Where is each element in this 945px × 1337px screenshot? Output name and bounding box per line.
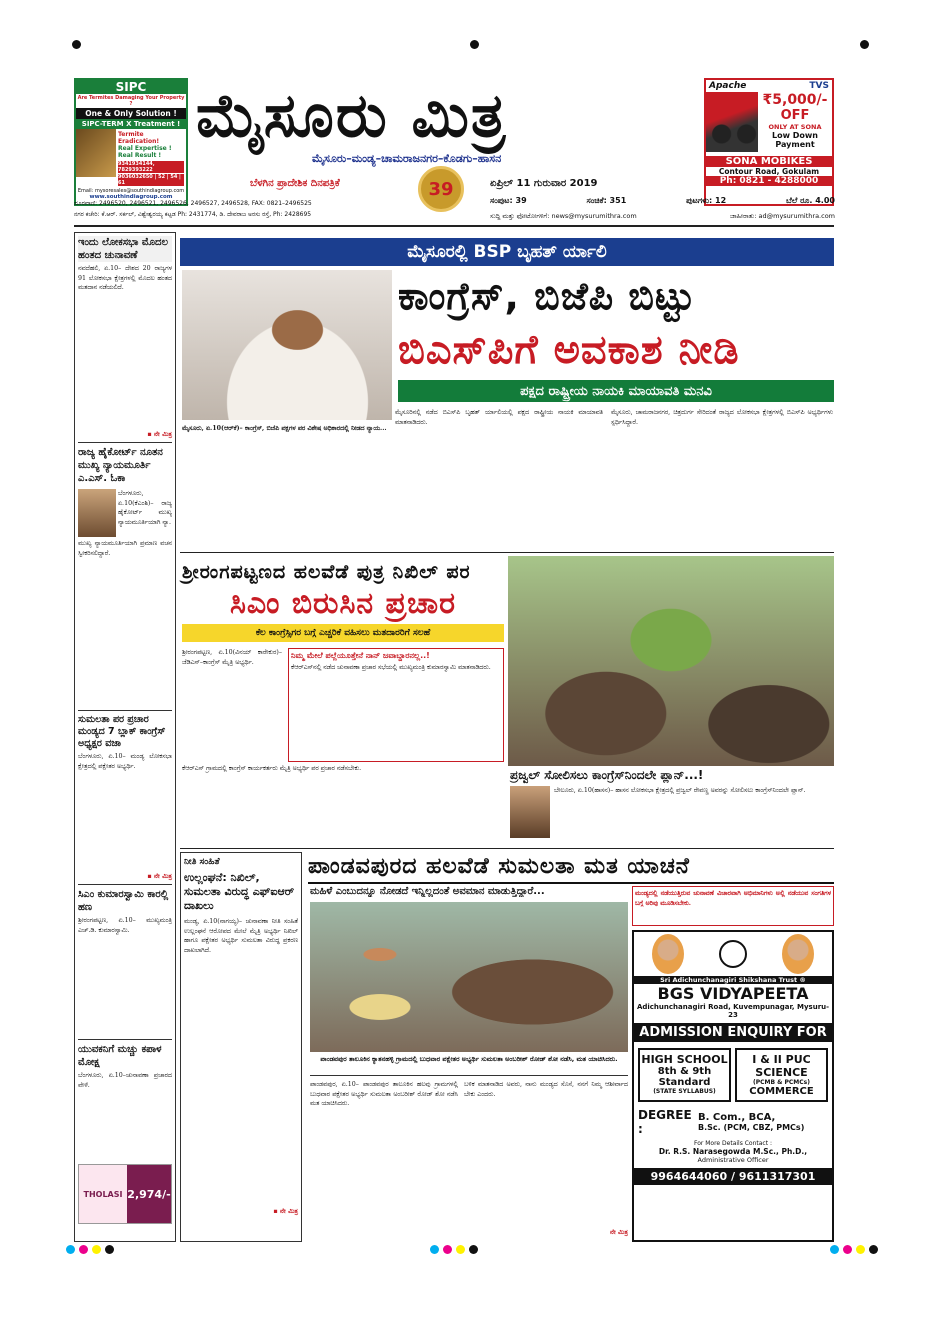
dealer-name: SONA MOBIKES xyxy=(706,156,832,167)
cm-rally-photo xyxy=(508,556,834,766)
mid-bottom-rule xyxy=(180,848,834,849)
contact-row xyxy=(74,200,479,219)
fir-headline[interactable]: ಉಲ್ಲಂಘನೆ: ನಿಖಿಲ್, ಸುಮಲತಾ ವಿರುದ್ಧ ಎಫ್‌ಐಆರ್ ದಾಖಲು xyxy=(184,871,295,912)
email-row xyxy=(490,212,835,221)
left-story3-body: ಬೆಂಗಳೂರು, ಏ.10– ಮಂಡ್ಯ ಲೋಕಸಭಾ ಕ್ಷೇತ್ರದಲ್ಲಿ ಪಕ್ಷೇತರ ಅಭ್ಯರ್ಥಿ. xyxy=(78,753,172,770)
sipc-line4: Real Expertise ! xyxy=(118,145,172,152)
mid-headline-2[interactable]: ಸಿಎಂ ಬಿರುಸಿನ ಪ್ರಚಾರ xyxy=(229,586,457,621)
fir-body: ಮಂಡ್ಯ, ಏ.10(ನಾಗಯ್ಯ)– ಚುನಾವಣಾ ನೀತಿ ಸಂಹಿತೆ ಉಲ್ಲಂಘನೆ ಆರೋಪದ ಮೇಲೆ ಮೈತ್ರಿ ಅಭ್ಯರ್ಥಿ ನಿಖಿಲ್ ಹಾಗೂ ಪಕ್ಷೇತರ ಅಭ್ಯರ್ಥಿ ಸುಮಲತಾ ವಿರುದ್ಧ ಪ್ರಕರಣ ದಾಖಲಾಗಿದೆ. xyxy=(184,918,298,954)
volume: ಸಂಪುಟ: 39 xyxy=(490,196,527,205)
bgs-name: BGS VIDYAPEETA xyxy=(657,984,809,1003)
sumalatha-pull-quote: ಮಂಡ್ಯದಲ್ಲಿ ನಡೆಯುತ್ತಿರುವ ಚುನಾವಣೆ ವಿಚಾರವಾಗಿ ಅಭಿಮಾನಿಗಳು ಅಲ್ಲಿ ನಡೆಯುವ ಸಂಗತಿಗಳ ಬಗ್ಗೆ ಅರಿವು ಮೂಡಿಸಬೇಕು. xyxy=(632,886,834,926)
masthead-title: ಮೈಸೂರು ಮಿತ್ರ xyxy=(196,81,508,151)
sipc-brand: SIPC xyxy=(76,80,186,94)
bgs-enquiry: ADMISSION ENQUIRY FOR xyxy=(634,1023,832,1042)
lead-subhead-band xyxy=(398,380,834,402)
fir-byline: ▪ ನೇ ಮಿತ್ರ xyxy=(273,1207,298,1215)
registration-mark xyxy=(72,40,81,49)
left-story2-more: ಮುಖ್ಯ ನ್ಯಾಯಮೂರ್ತಿಯಾಗಿ ಪ್ರಮಾಣ ವಚನ ಸ್ವೀಕರಿಸಲಿದ್ದಾರೆ. xyxy=(78,540,172,557)
sipc-line5: Real Result ! xyxy=(118,152,162,159)
lead-dateline: ಮೈಸೂರು, ಏ.10(ಆರ್‌ಕೆ)– ಕಾಂಗ್ರೆಸ್, ಬಿಜೆಪಿ ಪಕ್ಷಗಳ ಪರ ವಿಶೇಷ ಅಧಿಕಾರದಲ್ಲಿ ನೀಡದ ನ್ಯಾಯ... xyxy=(182,425,387,432)
left-story3-head[interactable]: ಸುಮಲತಾ ಪರ ಪ್ರಚಾರ ಮಂಡ್ಯದ 7 ಬ್ಲಾಕ್ ಕಾಂಗ್ರೆಸ್ ಅಧ್ಯಕ್ಷರ ವಜಾ xyxy=(78,714,166,749)
mid-yellow-text: ಕೆಲ ಕಾಂಗ್ರೆಸ್ಸಿಗರ ಬಗ್ಗೆ ಎಚ್ಚರಿಕೆ ವಹಿಸಲು ಮತದಾರರಿಗೆ ಸಲಹೆ xyxy=(255,628,431,638)
seer-photo xyxy=(782,934,814,974)
bgs-phone[interactable]: 9964644060 / 9611317301 xyxy=(634,1168,832,1185)
sipc-question: Are Termites Damaging Your Property ? xyxy=(77,95,185,107)
sipc-phone2: 9036032650 | 52 | 54 | 61 xyxy=(118,174,184,186)
sumalatha-byline: ನೇ ಮಿತ್ರ xyxy=(610,1228,628,1236)
degree-label: DEGREE : xyxy=(638,1108,692,1136)
issue-date: ಏಪ್ರಿಲ್ 11 ಗುರುವಾರ 2019 xyxy=(490,178,598,189)
offer-off: OFF xyxy=(780,108,810,123)
registration-mark xyxy=(470,40,479,49)
high-school-box xyxy=(638,1048,731,1102)
sumalatha-headline[interactable]: ಪಾಂಡವಪುರದ ಹಲವೆಡೆ ಸುಮಲತಾ ಮತ ಯಾಚನೆ xyxy=(308,852,834,884)
sipc-line3: Termite Eradication! xyxy=(118,131,160,145)
sipc-email: Email: mysoresales@southindiagroup.com xyxy=(77,188,185,194)
lead-headline-2[interactable]: ಬಿಎಸ್‌ಪಿಗೆ ಅವಕಾಶ ನೀಡಿ xyxy=(398,327,740,373)
mid-body-col2: ಕೆಆರ್‌ಎಸ್ ಗ್ರಾಮದಲ್ಲಿ ಕಾಂಗ್ರೆಸ್ ಕಾರ್ಯಕರ್ತರು ಮೈತ್ರಿ ಅಭ್ಯರ್ಥಿ ಪರ ಪ್ರಚಾರ ನಡೆಸಬೇಕು. xyxy=(182,765,362,772)
prajwal-body: ಬೇಲೂರು, ಏ.10(ಹಾಸನ)– ಹಾಸನ ಲೋಕಸಭಾ ಕ್ಷೇತ್ರದಲ್ಲಿ ಪ್ರಜ್ವಲ್ ರೇವಣ್ಣ ಅವರನ್ನು ಸೋಲಿಸಲು ಕಾಂಗ್ರೆಸ್‌ನಿಂದಲೇ ಪ್ಲಾನ್. xyxy=(554,787,806,794)
sipc-web: www.southindiagroup.com xyxy=(89,194,173,200)
masthead-rule xyxy=(74,225,834,227)
apache-brand: Apache xyxy=(709,81,747,91)
sumalatha-caption: ಪಾಂಡವಪುರ ತಾಲೂಕಿನ ಕ್ಯಾತನಹಳ್ಳಿ ಗ್ರಾಮದಲ್ಲಿ ಬುಧವಾರ ಪಕ್ಷೇತರ ಅಭ್ಯರ್ಥಿ ಸುಮಲತಾ ಅಂಬರೀಶ್ ರೋಡ್ ಶೋ ನಡೆಸಿ, ಮತ ಯಾಚಿಸಿದರು. xyxy=(310,1054,628,1076)
lead-kicker-band[interactable] xyxy=(180,238,834,266)
bgs-trust: Sri Adichunchanagiri Shikshana Trust ® xyxy=(634,976,832,984)
offer-low-down: Low Down Payment xyxy=(772,131,818,149)
fir-kicker: ನೀತಿ ಸಂಹಿತೆ xyxy=(184,857,220,867)
offer-amount: ₹5,000/- xyxy=(762,92,828,108)
puc-box xyxy=(735,1048,828,1102)
sipc-ad[interactable] xyxy=(74,78,188,206)
offer-only: ONLY AT SONA xyxy=(768,123,822,131)
office-line: ನಗರ ಕಚೇರಿ: ಕೆ.ಆರ್. ಸರ್ಕಲ್, ವಿಶ್ವೇಶ್ವರಯ್ಯ ಕಟ್ಟಡ Ph: 2431774, ಡಿ. ದೇವರಾಜ ಅರಸು ರಸ್ತೆ, Ph: 2428695 xyxy=(74,211,312,218)
masthead-tagline: ಬೆಳಗಿನ ಪ್ರಾದೇಶಿಕ ದಿನಪತ್ರಿಕೆ xyxy=(250,178,340,189)
page-count: ಪುಟಗಳು: 12 xyxy=(686,196,727,205)
mid-body-col1: ಶ್ರೀರಂಗಪಟ್ಟಣ, ಏ.10(ವಿನಯ್ ಕಾರೇಕುರ)–ಜೆಡಿಎಸ್–ಕಾಂಗ್ರೆಸ್ ಮೈತ್ರಿ ಅಭ್ಯರ್ಥಿ. xyxy=(182,649,282,666)
contact-label: For More Details Contact : xyxy=(693,1140,773,1147)
price: ಬೆಲೆ ರೂ. 4.00 xyxy=(786,196,835,205)
degree-line2: B.Sc. (PCM, CBZ, PMCs) xyxy=(698,1123,805,1132)
officer-name: Dr. R.S. Narasegowda M.Sc., Ph.D., xyxy=(658,1147,808,1156)
prajwal-head[interactable]: ಪ್ರಜ್ವಲ್ ಸೋಲಿಸಲು ಕಾಂಗ್ರೆಸ್‌ನಿಂದಲೇ ಪ್ಲಾನ್...! xyxy=(510,768,704,782)
standard: 8th & 9th Standard xyxy=(657,1066,712,1088)
officer-role: Administrative Officer xyxy=(697,1156,769,1164)
mayawati-photo xyxy=(182,270,392,420)
left-story1-head[interactable]: ಇಂದು ಲೋಕಸಭಾ ಮೊದಲ ಹಂತದ ಚುನಾವಣೆ xyxy=(78,236,172,262)
puc: I & II PUC xyxy=(752,1053,811,1066)
lead-kicker: ಮೈಸೂರಲ್ಲಿ BSP ಬೃಹತ್ ರ್ಯಾಲಿ xyxy=(407,242,607,262)
degree-line1: B. Com., BCA, xyxy=(698,1112,776,1123)
sumalatha-quote: ಮಹಿಳೆ ಎಂಬುದನ್ನೂ ನೋಡದೆ ಇನ್ನಿಲ್ಲದಂತೆ ಅವಮಾನ ಮಾಡುತ್ತಿದ್ದಾರೆ... xyxy=(310,886,545,897)
tholasi-ad[interactable] xyxy=(78,1164,172,1224)
mid-quote xyxy=(288,648,504,762)
mid-yellow-band xyxy=(182,624,504,642)
ad-email[interactable]: ಜಾಹೀರಾತು: ad@mysurumithra.com xyxy=(730,212,835,220)
lead-body-col2: ಮೈಸೂರಿನಲ್ಲಿ ನಡೆದ ಬಿಎಸ್‌ಪಿ ಬೃಹತ್ ರ್ಯಾಲಿಯಲ್ಲಿ ಪಕ್ಷದ ರಾಷ್ಟ್ರೀಯ ನಾಯಕಿ ಮಾಯಾವತಿ ಮಾತನಾಡಿದರು. xyxy=(395,409,603,426)
termite-image xyxy=(76,129,116,177)
left-column xyxy=(74,232,176,1242)
sipc-line1: One & Only Solution ! xyxy=(76,108,186,119)
syllabus: (STATE SYLLABUS) xyxy=(653,1088,716,1095)
issue-number: ಸಂಚಿಕೆ: 351 xyxy=(586,196,627,205)
sumalatha-body-col1: ಪಾಂಡವಪುರ, ಏ.10– ಪಾಂಡವಪುರ ತಾಲೂಕಿನ ಹಲವು ಗ್ರಾಮಗಳಲ್ಲಿ ಬುಧವಾರ ಪಕ್ಷೇತರ ಅಭ್ಯರ್ಥಿ ಸುಮಲತಾ ಅಂಬರೀಶ್ ರೋಡ್ ಶೋ ನಡೆಸಿ ಮತ ಯಾಚಿಸಿದರು. xyxy=(310,1081,458,1108)
bgs-address: Adichunchanagiri Road, Kuvempunagar, Mysuru-23 xyxy=(636,1003,830,1019)
mid-quote-text: ನಿಮ್ಮ ಮೇಲೆ ಪಲ್ಲೆಯೂತ್ತೇನೆ ನಾನ್ ಜವಾಬ್ದಾರನಲ್ಲ..! xyxy=(291,651,430,660)
seer-photo xyxy=(652,934,684,974)
sumalatha-body-col2: ಬಳಿಕ ಮಾತನಾಡಿದ ಅವರು, ನಾನು ಮಂಡ್ಯದ ಸೊಸೆ, ನನಗೆ ನಿಮ್ಮ ಆಶೀರ್ವಾದ ಬೇಕು ಎಂದರು. xyxy=(464,1081,628,1098)
mid-headline-1[interactable]: ಶ್ರೀರಂಗಪಟ್ಟಣದ ಹಲವೆಡೆ ಪುತ್ರ ನಿಖಿಲ್ ಪರ xyxy=(182,561,471,583)
bgs-vidyapeeta-ad[interactable] xyxy=(632,930,834,1242)
trust-logo xyxy=(719,940,747,968)
tholasi-price: 2,974/- xyxy=(127,1165,171,1223)
lead-body-col3: ಮೈಸೂರು, ಚಾಮರಾಜನಗರ, ಚಿತ್ರದುರ್ಗ ಸೇರಿದಂತೆ ರಾಜ್ಯದ ಲೋಕಸಭಾ ಕ್ಷೇತ್ರಗಳಲ್ಲಿ ಬಿಎಸ್‌ಪಿ ಅಭ್ಯರ್ಥಿಗಳು ಸ್ಪರ್ಧಿಸಿದ್ದಾರೆ. xyxy=(611,409,833,426)
tvs-brand: TVS xyxy=(809,81,829,91)
bgs-seers xyxy=(634,934,832,976)
lead-bottom-rule xyxy=(180,552,834,553)
dealer-address: Contour Road, Gokulam xyxy=(718,167,820,176)
issue-info-row xyxy=(490,196,835,206)
science: SCIENCE xyxy=(755,1066,808,1079)
motorcycle-image xyxy=(706,92,758,152)
lead-headline-1[interactable]: ಕಾಂಗ್ರೆಸ್, ಬಿಜೆಪಿ ಬಿಟ್ಟು xyxy=(398,274,696,318)
color-bar xyxy=(66,1245,114,1254)
sumalatha-photo xyxy=(310,902,628,1052)
phone-line: ದೂರವಾಣಿ: 2496520, 2496521, 2496526, 2496527, 2496528, FAX: 0821–2496525 xyxy=(74,200,312,207)
left-story1-byline: ▪ ನೇ ಮಿತ್ರ xyxy=(147,430,172,438)
pcmb: (PCMB & PCMCs) xyxy=(753,1079,810,1086)
left-story3-byline: ▪ ನೇ ಮಿತ್ರ xyxy=(147,872,172,880)
color-bar xyxy=(830,1245,878,1254)
left-story4-body: ಶ್ರೀರಂಗಪಟ್ಟಣ, ಏ.10– ಮುಖ್ಯಮಂತ್ರಿ ಎಚ್.ಡಿ. ಕುಮಾರಸ್ವಾಮಿ. xyxy=(78,917,172,934)
tholasi-logo: THOLASI xyxy=(79,1165,127,1223)
dealer-phone: Ph: 0821 - 4288000 xyxy=(706,176,832,186)
judge-photo xyxy=(78,489,116,537)
registration-mark xyxy=(860,40,869,49)
color-bar xyxy=(430,1245,478,1254)
left-story2-body: ಬೆಂಗಳೂರು, ಏ.10(ಕೆಎಂಶಿ)– ರಾಜ್ಯ ಹೈಕೋರ್ಟ್ ಮುಖ್ಯ ನ್ಯಾಯಮೂರ್ತಿಯಾಗಿ ನ್ಯಾ. xyxy=(118,490,172,526)
mid-quote-body: ಕೆಆರ್‌ಎಸ್‌ನಲ್ಲಿ ನಡೆದ ಚುನಾವಣಾ ಪ್ರಚಾರ ಸಭೆಯಲ್ಲಿ ಮುಖ್ಯಮಂತ್ರಿ ಕುಮಾರಸ್ವಾಮಿ ಮಾತನಾಡಿದರು. xyxy=(291,664,491,671)
prajwal-photo xyxy=(510,786,550,838)
anniversary-number: 39 xyxy=(428,178,454,200)
commerce: COMMERCE xyxy=(749,1086,814,1097)
left-story2-head[interactable]: ರಾಜ್ಯ ಹೈಕೋರ್ಟ್ ನೂತನ ಮುಖ್ಯ ನ್ಯಾಯಮೂರ್ತಿ ಎ.ಎಸ್. ಓಕಾ xyxy=(78,447,163,484)
high-school: HIGH SCHOOL xyxy=(641,1053,728,1066)
sipc-line2: SIPC-TERM X Treatment ! xyxy=(76,119,186,129)
apache-tvs-ad[interactable] xyxy=(704,78,834,206)
left-story5-body: ಬೆಂಗಳೂರು, ಏ.10–ಚುನಾವಣಾ ಪ್ರಚಾರದ ವೇಳೆ. xyxy=(78,1072,172,1089)
sipc-phone1: 9341934144, 7829393222 xyxy=(118,161,184,173)
news-email[interactable]: ಸುದ್ದಿ ಮತ್ತು ಫೋಟೋಗಳಿಗೆ: news@mysurumithra.com xyxy=(490,212,637,220)
lead-subhead: ಪಕ್ಷದ ರಾಷ್ಟ್ರೀಯ ನಾಯಕಿ ಮಾಯಾವತಿ ಮನವಿ xyxy=(520,383,712,399)
left-story1-body: ನವದೆಹಲಿ, ಏ.10– ದೇಶದ 20 ರಾಜ್ಯಗಳ 91 ಲೋಕಸಭಾ ಕ್ಷೇತ್ರಗಳಲ್ಲಿ ಮೊದಲ ಹಂತದ ಮತದಾನ ನಡೆಯಲಿದೆ. xyxy=(78,265,172,292)
left-story4-head[interactable]: ಸಿಎಂ ಕುಮಾರಸ್ವಾಮಿ ಕಾರಲ್ಲಿ ಹಣ xyxy=(78,889,169,913)
masthead-districts: ಮೈಸೂರು–ಮಂಡ್ಯ–ಚಾಮರಾಜನಗರ–ಕೊಡಗು–ಹಾಸನ xyxy=(312,152,502,165)
left-story5-head[interactable]: ಯುವಕನಿಗೆ ಮಚ್ಚು ಕಪಾಳ ಮೋಕ್ಷ xyxy=(78,1044,162,1068)
fir-story xyxy=(180,852,302,1242)
